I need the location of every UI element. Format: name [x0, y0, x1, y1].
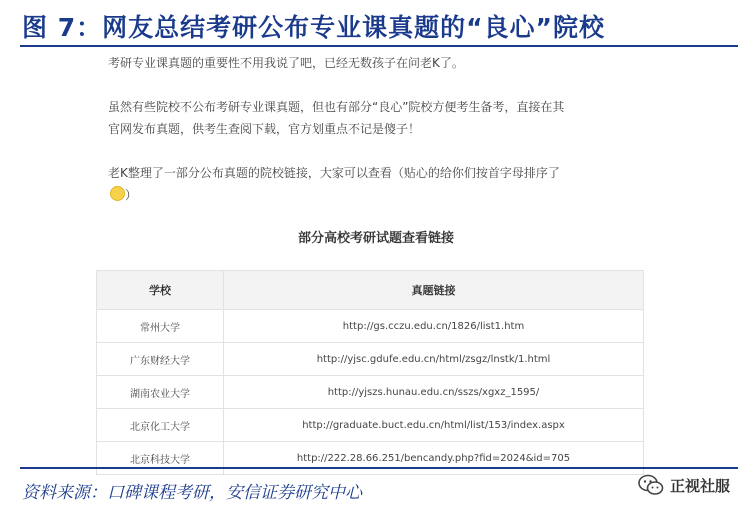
header-link: 真题链接 — [224, 271, 644, 310]
table-row — [97, 376, 644, 409]
smiley-emoji-icon — [110, 186, 125, 201]
watermark — [638, 474, 730, 496]
school-name: 北京科技大学 — [97, 442, 224, 475]
watermark-text: 正视社服 — [669, 476, 730, 495]
exam-link[interactable]: http://yjsc.gdufe.edu.cn/html/zsgz/lnstk/1.html — [224, 343, 644, 376]
exam-link[interactable]: http://gs.cczu.edu.cn/1826/list1.htm — [224, 310, 644, 343]
article-paragraph-1 — [108, 52, 648, 74]
paragraph-3-line-2 — [108, 184, 648, 206]
header-school: 学校 — [97, 271, 224, 310]
school-links-table — [96, 270, 644, 475]
table-row — [97, 310, 644, 343]
exam-link[interactable]: http://yjszs.hunau.edu.cn/sszs/xgxz_1595/ — [224, 376, 644, 409]
table-row — [97, 343, 644, 376]
paragraph-3-line-1: 老K整理了一部分公布真题的院校链接，大家可以查看（贴心的给你们按首字母排序了 — [108, 166, 560, 180]
paragraph-2-line-2: 官网发布真题，供考生查阅下载，官方划重点不记是傻子！ — [108, 122, 421, 136]
paragraph-1-text: 考研专业课真题的重要性不用我说了吧，已经无数孩子在问老K了。 — [108, 56, 464, 70]
school-name: 北京化工大学 — [97, 409, 224, 442]
table-header-row — [97, 271, 644, 310]
article-paragraph-3 — [108, 162, 648, 206]
figure-title: 图 7：网友总结考研公布专业课真题的“良心”院校 — [22, 13, 605, 42]
exam-link[interactable]: http://graduate.buct.edu.cn/html/list/153/index.aspx — [224, 409, 644, 442]
title-divider — [20, 45, 738, 47]
wechat-icon — [638, 474, 664, 496]
paragraph-2-line-1: 虽然有些院校不公布考研专业课真题，但也有部分“良心”院校方便考生备考，直接在其 — [108, 100, 565, 114]
footer-divider — [20, 467, 738, 469]
article-paragraph-2 — [108, 96, 648, 140]
school-name: 常州大学 — [97, 310, 224, 343]
table-row — [97, 442, 644, 475]
paragraph-3-close: ） — [125, 188, 138, 202]
table-row — [97, 409, 644, 442]
school-name: 广东财经大学 — [97, 343, 224, 376]
source-note: 资料来源：口碑课程考研，安信证券研究中心 — [22, 483, 362, 503]
school-name: 湖南农业大学 — [97, 376, 224, 409]
table-title: 部分高校考研试题查看链接 — [297, 231, 454, 246]
exam-link[interactable]: http://222.28.66.251/bencandy.php?fid=2024&id=705 — [224, 442, 644, 475]
